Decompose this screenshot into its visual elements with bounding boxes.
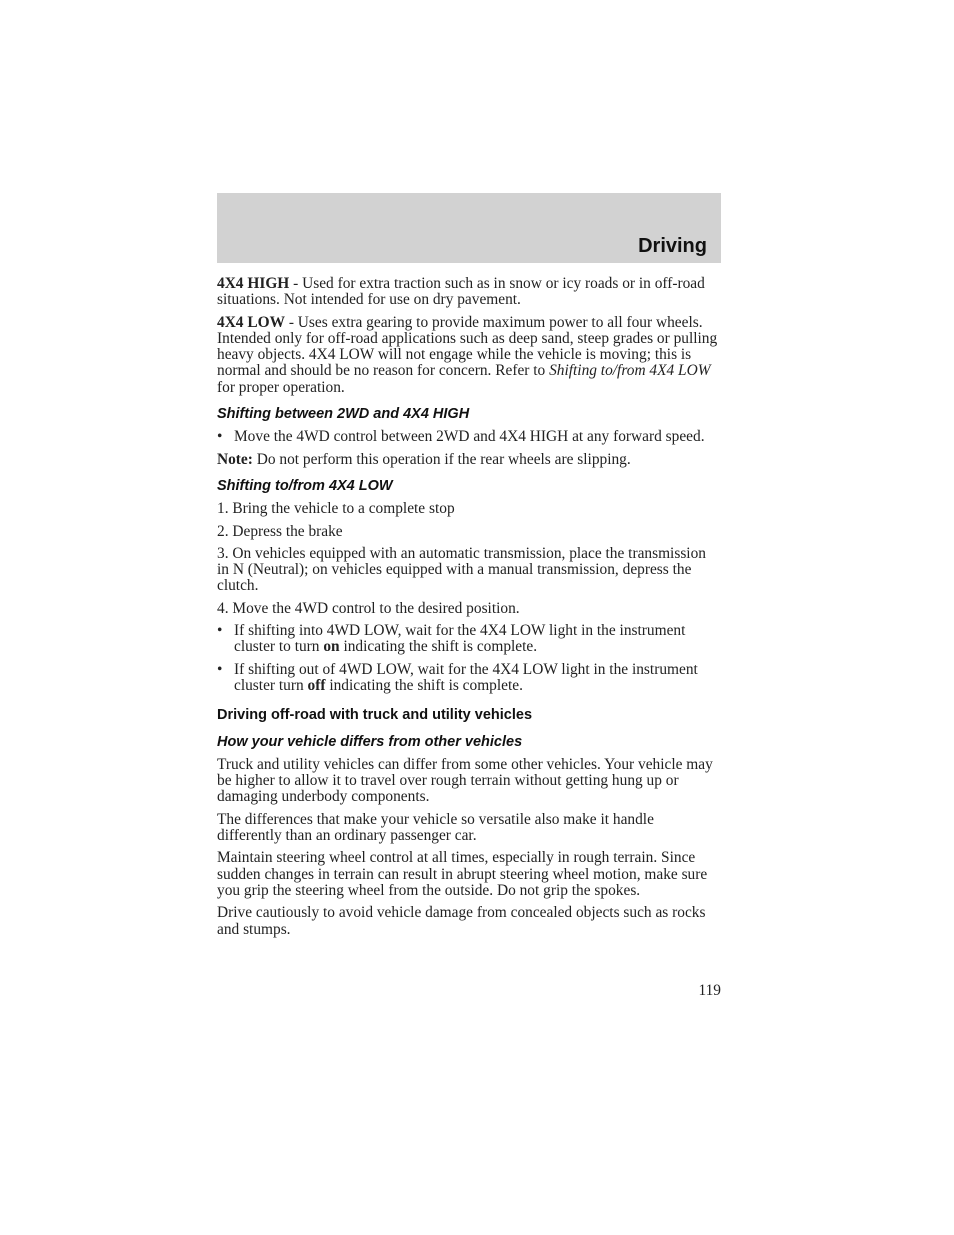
offroad-paragraph-2: The differences that make your vehicle so versatile also make it handle differently than an ordinary passenger car.: [217, 810, 654, 845]
section-title: Driving: [638, 235, 707, 257]
bullet-icon: •: [217, 428, 223, 446]
offroad-paragraph-1: Truck and utility vehicles can differ from some other vehicles. Your vehicle may be higher to allow it to travel over rough terrain without getting hung up or damaging underbody components.: [217, 755, 713, 806]
step-3: 3. On vehicles equipped with an automatic transmission, place the transmission in N (Neutral); on vehicles equipped with a manual transmission, depress the clutch.: [217, 544, 706, 595]
offroad-paragraph-4: Drive cautiously to avoid vehicle damage from concealed objects such as rocks and stumps.: [217, 904, 706, 938]
section-header-band: [217, 193, 721, 263]
heading-vehicle-differences: How your vehicle differs from other vehicles: [217, 733, 523, 750]
heading-driving-offroad: Driving off-road with truck and utility vehicles: [217, 707, 533, 724]
bullet-icon: •: [217, 660, 223, 678]
step-1: 1. Bring the vehicle to a complete stop: [217, 500, 455, 518]
list-item: • If shifting out of 4WD LOW, wait for the 4X4 LOW light in the instrument cluster turn off indicating the shift is complete.: [217, 660, 698, 694]
list-item: • If shifting into 4WD LOW, wait for the 4X4 LOW light in the instrument cluster to turn on indicating the shift is complete.: [217, 622, 686, 656]
note-paragraph: Note: Do not perform this operation if the rear wheels are slipping.: [217, 450, 631, 468]
cross-reference: Shifting to/from 4X4 LOW: [549, 362, 711, 380]
heading-shifting-2wd-high: Shifting between 2WD and 4X4 HIGH: [217, 406, 470, 423]
note-label: Note:: [217, 450, 253, 468]
step-4: 4. Move the 4WD control to the desired position.: [217, 599, 520, 617]
term-4x4-high: 4X4 HIGH: [217, 275, 290, 292]
term-4x4-low: 4X4 LOW: [217, 313, 285, 331]
list-item: • Move the 4WD control between 2WD and 4X4 HIGH at any forward speed.: [217, 428, 705, 446]
page-number: 119: [698, 982, 721, 999]
page-content: [217, 276, 721, 944]
step-2: 2. Depress the brake: [217, 522, 343, 540]
paragraph-4x4-low: 4X4 LOW - Uses extra gearing to provide maximum power to all four wheels. Intended only for off-road applications such as deep sand, steep grades or pulling heavy objects. 4X4 LOW will not engage while the vehicle is moving; this is normal and should be no reason for concern. Refer to Shifting to/from 4X4 LOW for proper operation.: [217, 313, 718, 396]
bullet-icon: •: [217, 622, 223, 640]
paragraph-4x4-high: 4X4 HIGH - Used for extra traction such as in snow or icy roads or in off-road situations. Not intended for use on dry pavement.: [217, 275, 705, 309]
offroad-paragraph-3: Maintain steering wheel control at all times, especially in rough terrain. Since sudden changes in terrain can result in abrupt steering wheel motion, make sure you grip the steering wheel from the outside. Do not grip the spokes.: [217, 849, 708, 899]
heading-shifting-4x4-low: Shifting to/from 4X4 LOW: [217, 477, 393, 494]
